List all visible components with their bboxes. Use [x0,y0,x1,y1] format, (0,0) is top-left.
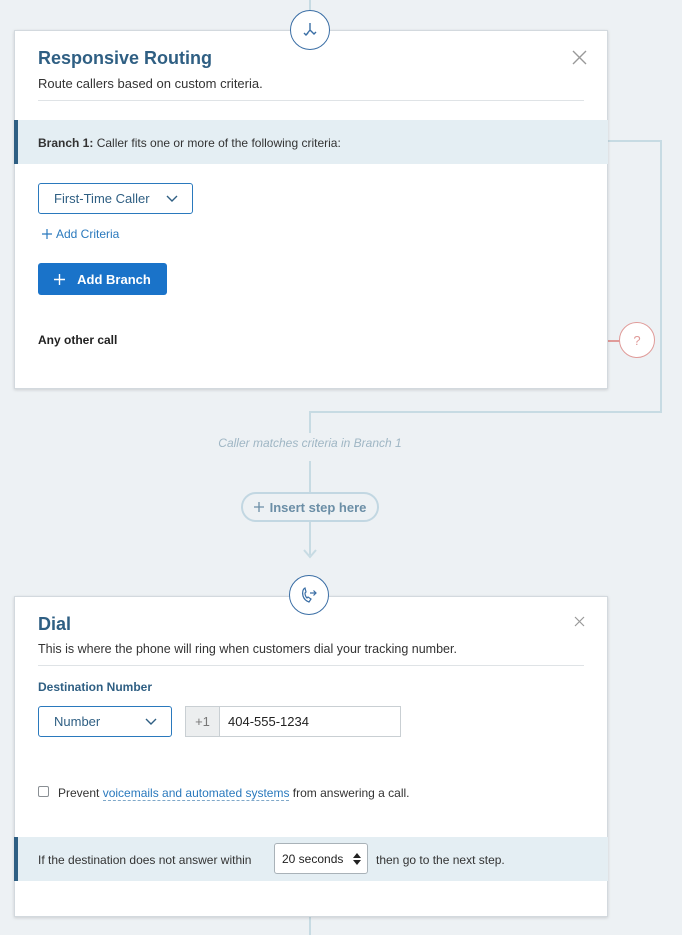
branch-criteria-text: Caller fits one or more of the following criteria: [96,136,341,150]
routing-description: Route callers based on custom criteria. [38,76,263,91]
add-branch-label: Add Branch [77,271,151,287]
routing-title: Responsive Routing [38,48,213,68]
plus-icon [42,229,52,239]
routing-card [14,30,608,389]
chevron-down-icon [145,718,157,726]
branch-label: Branch 1: [38,136,94,150]
dial-step-icon [289,575,329,615]
add-criteria-label: Add Criteria [56,227,120,241]
routing-close-button[interactable] [568,46,590,68]
close-icon [572,50,587,65]
branch-connector-h [607,140,662,142]
timeout-select[interactable] [274,843,368,874]
dial-description: This is where the phone will ring when customers dial your tracking number. [38,642,457,656]
number-type-value: Number [54,714,101,729]
other-call-node[interactable] [619,322,655,358]
timeout-value: 20 seconds [282,851,344,866]
criteria-select[interactable] [38,183,193,214]
dial-divider [38,665,584,666]
timeout-prefix: If the destination does not answer within [38,853,252,867]
connector-to-caption [309,411,311,433]
phone-arrow-icon [300,586,318,604]
voicemails-link[interactable]: voicemails and automated systems [102,786,290,800]
plus-icon [54,274,65,285]
question-mark: ? [633,332,641,348]
chevron-down-icon [166,195,178,203]
insert-step-button[interactable] [241,492,379,522]
prevent-voicemail-checkbox[interactable] [38,786,49,797]
prevent-voicemail-text [58,786,410,800]
criteria-select-value: First-Time Caller [54,191,150,206]
flow-caption: Caller matches criteria in Branch 1 [218,436,402,450]
timeout-suffix: then go to the next step. [376,853,505,867]
arrow-down-icon [302,548,318,560]
connector-caption-to-insert [309,461,311,493]
insert-step-label: Insert step here [269,499,367,515]
destination-number-label: Destination Number [38,680,153,694]
any-other-call-label: Any other call [38,333,118,347]
dial-card [14,596,608,917]
country-code: +1 [185,706,219,737]
stepper-arrows-icon [353,853,361,865]
branch-header-text [38,136,341,150]
branch-connector-return [309,411,662,413]
branch-connector-v [660,140,662,413]
dial-close-button[interactable] [570,612,588,630]
split-arrow-icon [301,21,319,39]
add-branch-button[interactable] [38,263,167,295]
plus-icon [254,502,264,512]
connector-bottom [309,917,311,935]
phone-number-input[interactable] [219,706,401,737]
prevent-suffix: from answering a call. [292,786,410,800]
routing-divider [38,100,584,101]
add-criteria-link[interactable] [42,227,119,241]
number-type-select[interactable] [38,706,172,737]
close-icon [574,616,585,627]
prevent-prefix: Prevent [58,786,100,800]
routing-step-icon [290,10,330,50]
dial-title: Dial [38,614,72,634]
